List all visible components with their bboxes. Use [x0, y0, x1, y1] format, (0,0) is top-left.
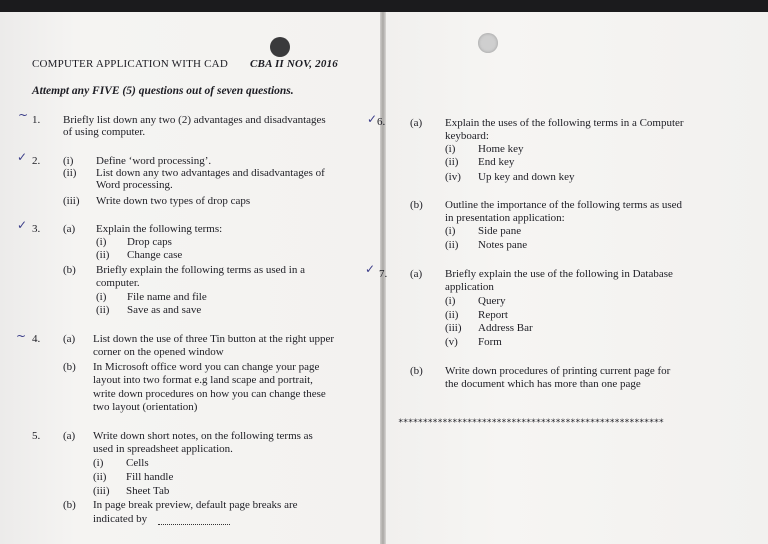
check-mark: ~: [18, 108, 29, 122]
item-label: (i): [93, 457, 104, 469]
item-label: (iii): [63, 195, 80, 207]
item-label: (ii): [445, 239, 459, 251]
question-text: keyboard:: [445, 130, 489, 142]
item-label: (ii): [445, 309, 459, 321]
item-label: (iii): [445, 322, 462, 334]
question-text: of using computer.: [63, 126, 146, 138]
question-text: Write down procedures of printing current page for: [445, 365, 671, 377]
course-title: COMPUTER APPLICATION WITH CAD: [32, 58, 228, 70]
item-label: (ii): [96, 249, 110, 261]
question-text: Form: [478, 336, 502, 348]
question-text: Up key and down key: [478, 171, 575, 183]
question-text: Change case: [127, 249, 183, 261]
question-number: 5.: [32, 430, 41, 442]
end-of-paper-marker: ******************************************************: [398, 418, 664, 428]
question-number: 7.: [379, 268, 388, 280]
question-number: 4.: [32, 333, 41, 345]
question-text: Outline the importance of the following terms as used: [445, 199, 683, 211]
question-text: computer.: [96, 277, 140, 289]
part-label: (b): [63, 361, 76, 373]
part-label: (a): [63, 223, 76, 235]
question-text: Explain the following terms:: [96, 223, 223, 235]
question-text: Briefly list down any two (2) advantages and disadvantages: [63, 114, 326, 126]
item-label: (i): [96, 236, 107, 248]
question-text: the document which has more than one page: [445, 378, 641, 390]
question-text: used in spreadsheet application.: [93, 443, 233, 455]
check-mark: ✓: [17, 218, 28, 232]
item-label: (ii): [96, 304, 110, 316]
question-text: List down any two advantages and disadvantages of: [96, 167, 325, 179]
question-text: In Microsoft office word you can change your page: [93, 361, 320, 373]
answer-blank: [158, 524, 230, 526]
item-label: (ii): [93, 471, 107, 483]
question-text: write down procedures on how you can change these: [93, 388, 326, 400]
check-mark: ✓: [367, 112, 378, 126]
question-text: corner on the opened window: [93, 346, 224, 358]
question-number: 3.: [32, 223, 41, 235]
part-label: (a): [63, 333, 76, 345]
question-text: Explain the uses of the following terms in a Computer: [445, 117, 684, 129]
question-text: Sheet Tab: [126, 485, 170, 497]
question-text: Fill handle: [126, 471, 174, 483]
question-text: Side pane: [478, 225, 522, 237]
question-text: Report: [478, 309, 508, 321]
item-label: (i): [445, 225, 456, 237]
part-label: (b): [410, 365, 423, 377]
question-text: layout into two format e.g land scape and portrait,: [93, 374, 313, 386]
item-label: (i): [63, 155, 74, 167]
part-label: (a): [410, 268, 423, 280]
check-mark: ✓: [365, 262, 376, 276]
question-number: 6.: [377, 116, 386, 128]
part-label: (a): [63, 430, 76, 442]
item-label: (ii): [445, 156, 459, 168]
item-label: (iv): [445, 171, 461, 183]
question-text: Address Bar: [478, 322, 533, 334]
question-text: indicated by: [93, 513, 148, 525]
part-label: (a): [410, 117, 423, 129]
question-text: Write down two types of drop caps: [96, 195, 251, 207]
question-text: Query: [478, 295, 506, 307]
question-text: Drop caps: [127, 236, 172, 248]
item-label: (i): [445, 143, 456, 155]
part-label: (b): [410, 199, 423, 211]
part-label: (b): [63, 499, 76, 511]
check-mark: ✓: [17, 150, 28, 164]
punch-hole-left: [270, 37, 290, 57]
question-text: File name and file: [127, 291, 207, 303]
question-text: List down the use of three Tin button at the right upper: [93, 333, 335, 345]
item-label: (v): [445, 336, 458, 348]
item-label: (iii): [93, 485, 110, 497]
item-label: (i): [96, 291, 107, 303]
part-label: (b): [63, 264, 76, 276]
question-text: Cells: [126, 457, 149, 469]
check-mark: ~: [16, 329, 27, 343]
question-text: Save as and save: [127, 304, 202, 316]
instruction: Attempt any FIVE (5) questions out of seven questions.: [32, 85, 294, 97]
question-text: Word processing.: [96, 179, 173, 191]
question-text: Write down short notes, on the following terms as: [93, 430, 313, 442]
question-text: End key: [478, 156, 515, 168]
question-text: Briefly explain the use of the following in Database: [445, 268, 673, 280]
question-number: 2.: [32, 155, 41, 167]
question-text: Briefly explain the following terms as used in a: [96, 264, 305, 276]
item-label: (i): [445, 295, 456, 307]
punch-hole-right: [478, 33, 498, 53]
question-text: application: [445, 281, 494, 293]
exam-code: CBA II NOV, 2016: [250, 58, 338, 70]
question-text: Home key: [478, 143, 524, 155]
question-text: In page break preview, default page breaks are: [93, 499, 298, 511]
question-text: Notes pane: [478, 239, 528, 251]
question-number: 1.: [32, 114, 41, 126]
question-text: Define ‘word processing’.: [96, 155, 212, 167]
question-text: two layout (orientation): [93, 401, 198, 413]
question-text: in presentation application:: [445, 212, 565, 224]
item-label: (ii): [63, 167, 77, 179]
